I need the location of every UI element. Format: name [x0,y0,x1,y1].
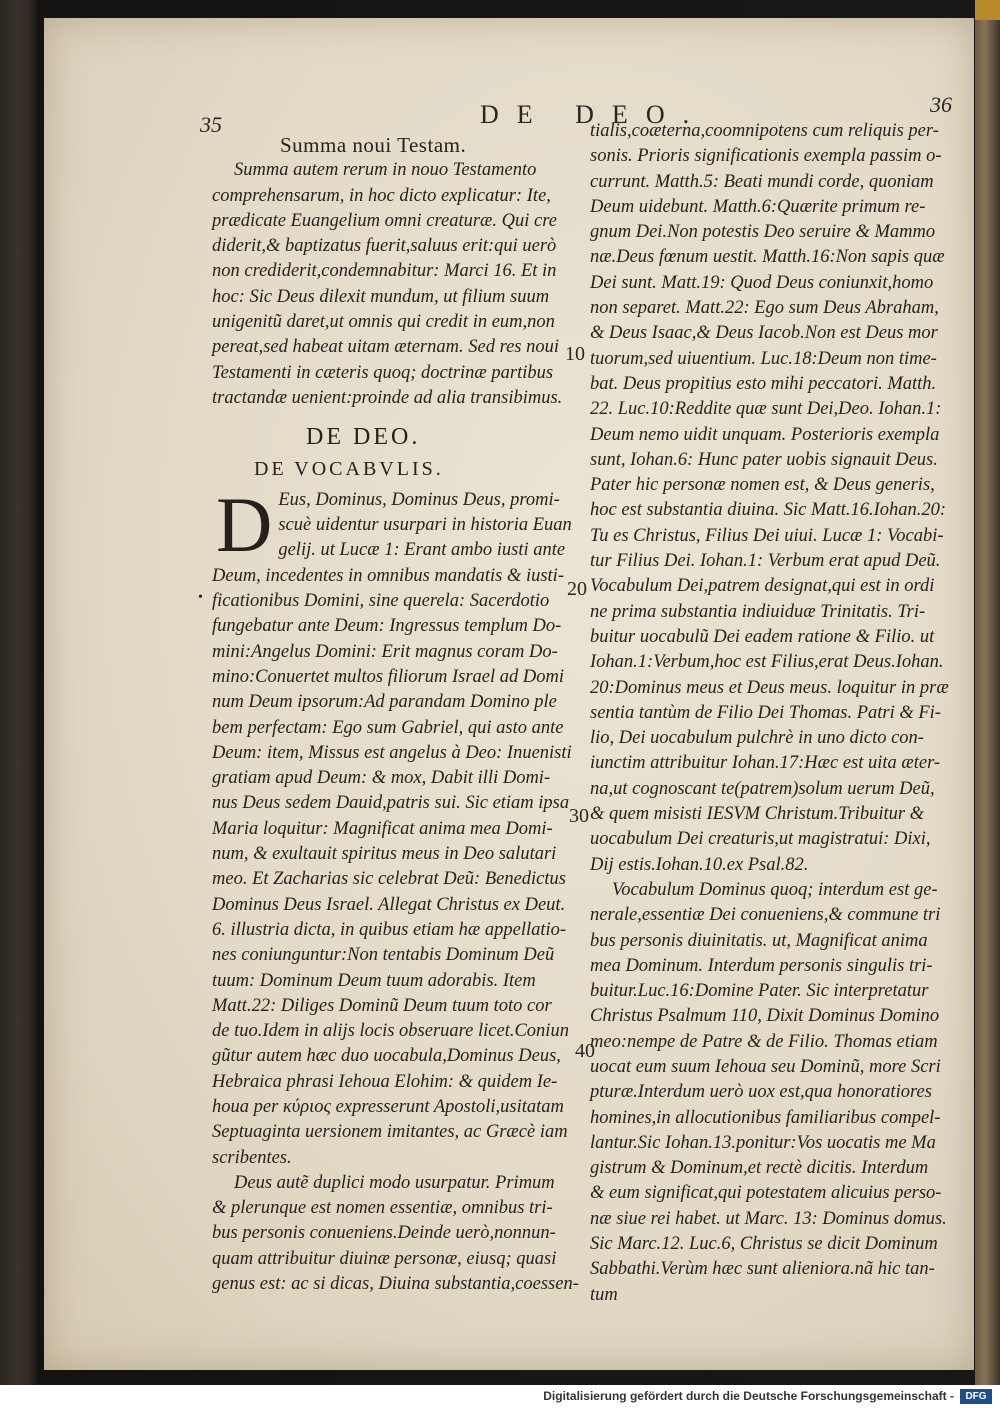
text-line: & Deus Isaac,& Deus Iacob.Non est Deus mor [590,323,938,344]
text-line: Septuaginta uersionem imitantes, ac Græcè iam [212,1122,568,1143]
text-line: homines,in allocutionibus familiaribus compel- [590,1107,941,1128]
dropcap-block [212,480,582,568]
text-line: unigenitũ daret,ut omnis qui credit in eum,non [212,312,555,333]
text-line: Christus Psalmum 110, Dixit Dominus Domino [590,1006,940,1027]
text-line: Eus, Dominus, Dominus Deus, promi- [278,489,560,510]
text-line: lantur.Sic Iohan.13.ponitur:Vos uocatis me Ma [590,1132,936,1153]
text-line: Maria loquitur: Magnificat anima mea Domi- [212,818,553,839]
text-line: Hebraica phrasi Iehoua Elohim: & quidem Ie- [212,1071,558,1092]
text-line: pereat,sed habeat uitam æternam. Sed res noui [212,337,560,358]
text-line: lio, Dei uocabulum pulchrè in uno dicto con- [590,728,924,749]
text-line: gnum Dei.Non potestis Deo seruire & Mammo [590,222,936,243]
text-line: buitur uocabulũ Dei eadem ratione & Filio. ut [590,626,935,647]
text-line: hoc: Sic Deus dilexit mundum, ut filium suum [212,286,550,307]
text-line: uocat eum suum Iehoua seu Dominũ, more Scri [590,1056,941,1077]
text-line: houa per κύριος expresserunt Apostoli,usitatam [212,1096,564,1117]
text-line: pturæ.Interdum uerò uox est,qua honoratiores [590,1082,932,1103]
text-line: gũtur autem hæc duo uocabula,Dominus Deus, [212,1046,561,1067]
text-line: non crediderit,condemnabitur: Marci 16. Et in [212,261,557,282]
left-page-number: 35 [200,112,222,137]
book-spine [975,0,1000,1385]
margin-number: 40 [575,1040,595,1062]
text-line: num Deum ipsorum:Ad parandam Domino ple [212,692,557,713]
margin-number: 20 [567,578,587,600]
text-line: bat. Deus propitius esto mihi peccatori. Matth. [590,373,937,394]
text-line: Matt.22: Diliges Dominũ Deum tuum toto cor [212,995,552,1016]
right-column [590,119,962,1308]
subheading: Summa noui Testam. [280,133,467,157]
text-line: 22. Luc.10:Reddite quæ sunt Dei,Deo. Iohan.1: [590,399,942,420]
text-line: Iohan.1:Verbum,hoc est Filius,erat Deus.Iohan. [590,652,944,673]
text-line: mino:Conuertet multos filiorum Israel ad Domi [212,666,565,687]
text-line: tialis,coæterna,coomnipotens cum reliquis per- [590,121,939,141]
text-line: 6. illustria dicta, in quibus etiam hæ appellatio- [212,919,567,940]
text-line: Tu es Christus, Filius Dei uiui. Lucæ 1: Vocabi- [590,525,944,546]
text-line: Deum uidebunt. Matth.6:Quærite primum re- [590,196,926,217]
text-line: bus personis conueniens.Deinde uerò,nonnun- [212,1223,556,1244]
text-line: sonis. Prioris significationis exempla passim o- [590,146,942,167]
text-line: iunctim attribuitur Iohan.17:Hæc est uita æter- [590,753,941,774]
margin-number: 10 [565,343,585,365]
text-line: Pater hic personæ nomen est, & Deus generis, [590,475,935,496]
text-line: 20:Dominus meus et Deus meus. loquitur in præ [590,677,949,698]
text-line: Testamenti in cæteris quoq; doctrinæ partibus [212,362,554,383]
text-line: næ siue rei habet. ut Marc. 13: Dominus domus. [590,1208,947,1229]
margin-number: 30 [569,805,589,827]
text-line: buitur.Luc.16:Domine Pater. Sic interpretatur [590,981,929,1002]
margin-mark: • [198,590,203,605]
text-line: bem perfectam: Ego sum Gabriel, qui asto ante [212,717,564,738]
text-line: comprehensarum, in hoc dicto explicatur: Ite, [212,185,551,206]
footer-bar [0,1385,1000,1409]
text-line: Dij estis.Iohan.10.ex Psal.82. [590,854,809,875]
second-paragraph [212,1171,582,1297]
text-line: Deum, incedentes in omnibus mandatis & iusti- [212,565,564,586]
text-line: & quem misisti IESVM Christum.Tribuitur & [590,804,925,825]
text-line: Sabbathi.Verùm hæc sunt alieniora.nã hic tan- [590,1259,935,1280]
dropcap-letter: D [216,480,273,568]
text-line: meo. Et Zacharias sic celebrat Deũ: Benedictus [212,869,566,890]
text-line: mini:Angelus Domini: Erit magnus coram Do- [212,641,558,662]
right-page-number: 36 [930,92,952,117]
text-line: uocabulum Dei creaturis,ut magistratui: Dixi, [590,829,931,850]
text-line: de tuo.Idem in alijs locis obseruare licet.Coniun [212,1021,569,1042]
text-line: Deum nemo uidit unquam. Posterioris exempla [590,424,940,445]
dfg-logo: DFG [960,1389,992,1404]
text-line: Dominus Deus Israel. Allegat Christus ex Deut. [212,894,566,915]
text-line: scribentes. [212,1147,292,1168]
text-line: na,ut cognoscant te(patrem)solum uerum Deũ, [590,778,935,799]
text-line: non separet. Matt.22: Ego sum Deus Abraham, [590,298,939,319]
body-paragraph [212,564,582,1171]
text-line: ne prima substantia indiuiduæ Trinitatis. Tri- [590,601,926,622]
intro-paragraph [212,158,582,411]
text-line: Deus autẽ duplici modo usurpatur. Primum [234,1172,555,1193]
text-line: hoc est substantia diuina. Sic Matt.16.Iohan.20: [590,500,947,521]
text-line: mea Dominum. Interdum personis singulis tri- [590,955,933,976]
spine-tab [975,0,1000,20]
text-line: gratiam apud Deum: & mox, Dabit illi Domi- [212,768,551,789]
text-line: Vocabulum Dominus quoq; interdum est ge- [612,879,938,900]
text-line: currunt. Matth.5: Beati mundi corde, quoniam [590,171,934,192]
text-line: num, & exultauit spiritus meus in Deo salutari [212,844,557,865]
chapter-heading: DE DEO. [306,424,421,451]
text-line: & plerunque est nomen essentiæ, omnibus tri- [212,1198,553,1219]
text-line: tractandæ uenient:proinde ad alia transibimus. [212,387,563,408]
text-line: Vocabulum Dei,patrem designat,qui est in ordi [590,576,935,597]
text-line: gelij. ut Lucæ 1: Erant ambo iusti ante [278,540,566,561]
text-line: gistrum & Dominum,et rectè dicitis. Interdum [590,1158,929,1179]
text-line: tuum: Dominum Deum tuum adorabis. Item [212,970,536,991]
left-column [212,133,582,1297]
text-line: næ.Deus fœnum uestit. Matth.16:Non sapis quæ [590,247,945,268]
text-line: nus Deus sedem Dauid,patris sui. Sic etiam ipsa [212,793,570,814]
text-line: nes coniunguntur:Non tentabis Dominum Deũ [212,945,555,966]
text-line: fungebatur ante Deum: Ingressus templum Do- [212,616,562,637]
text-line: & eum significat,qui potestatem alicuius perso- [590,1183,942,1204]
text-line: diderit,& baptizatus fuerit,saluus erit:qui uerò [212,236,557,257]
text-line: ficationibus Domini, sine querela: Sacerdotio [212,591,550,612]
text-line: sentia tantùm de Filio Dei Thomas. Patri & Fi- [590,702,941,723]
section-heading: DE VOCABVLIS. [254,457,444,480]
text-line: meo:nempe de Patre & de Filio. Thomas etiam [590,1031,938,1052]
text-line: tum [590,1284,618,1305]
text-line: prædicate Euangelium omni creaturæ. Qui cre [212,210,557,231]
text-line: scuè uidentur usurpari in historia Euan [278,515,572,536]
text-line: tur Filius Dei. Iohan.1: Verbum erat apud Deũ. [590,551,941,572]
footer-credit: Digitalisierung gefördert durch die Deutsche Forschungsgemeinschaft - [543,1389,954,1403]
right-body-paragraph [590,119,962,878]
text-line: Summa autem rerum in nouo Testamento [234,160,537,181]
text-line: tuorum,sed uiuentium. Luc.18:Deum non time- [590,348,937,369]
text-line: nerale,essentiæ Dei conueniens,& commune tri [590,905,941,926]
right-second-paragraph [590,878,962,1308]
text-line: Sic Marc.12. Luc.6, Christus se dicit Dominum [590,1234,938,1255]
text-line: bus personis diuinitatis. ut, Magnificat anima [590,930,928,951]
text-line: quam attribuitur diuinæ personæ, eiusq; quasi [212,1248,557,1269]
text-line: Deum: item, Missus est angelus à Deo: Inuenisti [212,742,572,763]
running-head: DE DEO. [480,100,708,129]
text-line: Dei sunt. Matt.19: Quod Deus coniunxit,homo [590,272,934,293]
text-line: sunt, Iohan.6: Hunc pater uobis signauit Deus. [590,449,938,470]
text-line: genus est: ac si dicas, Diuina substantia,coessen- [212,1274,579,1295]
